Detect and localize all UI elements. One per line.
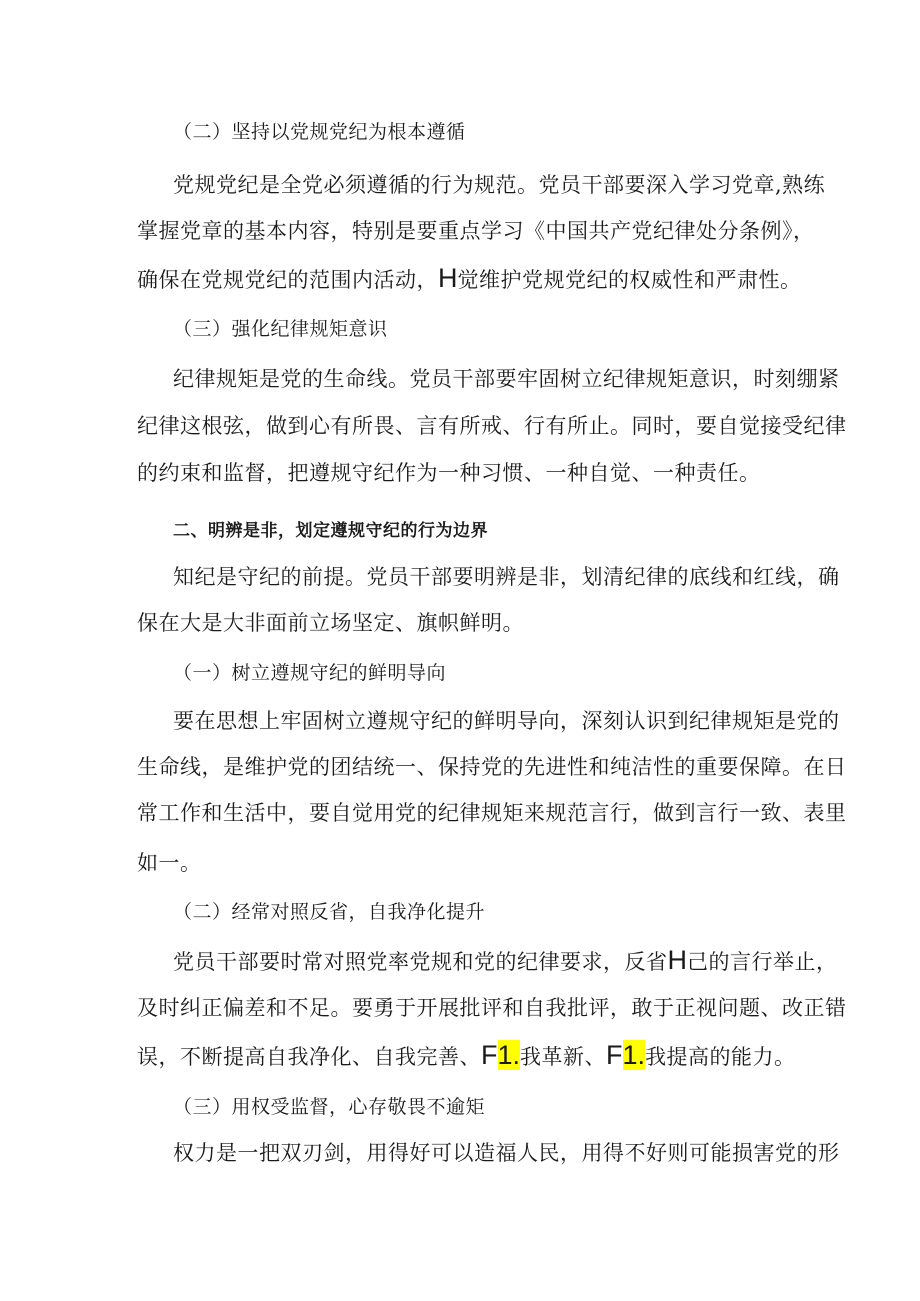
text-segment: 觉维护党规党纪的权威性和严肃性。 <box>457 268 802 292</box>
paragraph-line: 保在大是大非面前立场坚定、旗帜鲜明。 <box>137 611 524 635</box>
section-heading: （二）经常对照反省，自我净化提升 <box>173 901 486 923</box>
text-segment: 己的言行举止， <box>687 950 838 974</box>
paragraph-line <box>137 263 802 295</box>
paragraph-line: 纪律这根弦，做到心有所畏、言有所戒、行有所止。同时，要自觉接受纪律 <box>137 414 847 438</box>
paragraph-line: 及时纠正偏差和不足。要勇于开展批评和自我批评，敢于正视问题、改正错 <box>137 996 847 1020</box>
paragraph-line: 要在思想上牢固树立遵规守纪的鲜明导向，深刻认识到纪律规矩是党的 <box>173 709 840 733</box>
paragraph-line <box>137 1040 796 1072</box>
paragraph-line: 知纪是守纪的前提。党员干部要明辨是非，划清纪律的底线和红线，确 <box>173 565 840 589</box>
highlighted-ocr-artifact: 1. <box>497 1040 521 1070</box>
paragraph-line: 生命线，是维护党的团结统一、保持党的先进性和纯洁性的重要保障。在日 <box>137 755 847 779</box>
paragraph-line: 权力是一把双刃剑，用得好可以造福人民，用得不好则可能损害党的形 <box>173 1141 840 1165</box>
paragraph-line: 纪律规矩是党的生命线。党员干部要牢固树立纪律规矩意识，时刻绷紧 <box>173 367 840 391</box>
text-segment: 党员干部要时常对照党率党规和党的纪律要求，反省 <box>173 950 668 974</box>
section-heading: （二）坚持以党规党纪为根本遵循 <box>173 121 466 143</box>
chapter-heading: 二、明辨是非，划定遵规守纪的行为边界 <box>173 521 488 541</box>
text-segment: 误，不断提高自我净化、自我完善、 <box>137 1045 481 1069</box>
paragraph-line <box>173 945 838 977</box>
paragraph-line: 掌握党章的基本内容，特别是要重点学习《中国共产党纪律处分条例》， <box>137 219 815 243</box>
ocr-artifact: H <box>438 263 458 293</box>
ocr-artifact: F <box>606 1040 623 1070</box>
paragraph-line: 的约束和监督，把遵规守纪作为一种习惯、一种自觉、一种责任。 <box>137 461 761 485</box>
section-heading: （一）树立遵规守纪的鲜明导向 <box>173 662 447 684</box>
ocr-artifact: F <box>481 1040 498 1070</box>
section-heading: （三）强化纪律规矩意识 <box>173 318 388 340</box>
text-segment: 我提高的能力。 <box>645 1045 796 1069</box>
text-segment: 我革新、 <box>520 1045 607 1069</box>
ocr-artifact: H <box>667 945 687 975</box>
section-heading: （三）用权受监督，心存敬畏不逾矩 <box>173 1096 486 1118</box>
text-segment: 确保在党规党纪的范围内活动， <box>137 268 438 292</box>
paragraph-line: 常工作和生活中，要自觉用党的纪律规矩来规范言行，做到言行一致、表里 <box>137 801 847 825</box>
paragraph-line: 党规党纪是全党必须遵循的行为规范。党员干部要深入学习党章,熟练 <box>173 173 826 197</box>
highlighted-ocr-artifact: 1. <box>622 1040 646 1070</box>
paragraph-line: 如一。 <box>137 851 202 875</box>
